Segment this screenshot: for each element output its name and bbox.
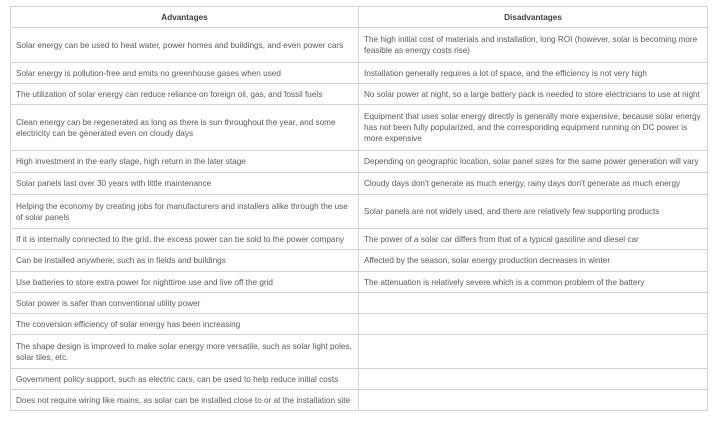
table-row	[11, 272, 708, 293]
table-row	[11, 151, 708, 173]
advantage-cell: Solar power is safer than conventional utility power	[11, 293, 359, 314]
comparison-table-container	[10, 6, 707, 411]
table-row	[11, 173, 708, 195]
disadvantage-cell: The high initial cost of materials and installation, long ROI (however, solar is becoming more feasible as energy costs rise)	[359, 28, 708, 63]
header-disadvantages: Disadvantages	[359, 7, 708, 28]
table-row	[11, 293, 708, 314]
table-row	[11, 195, 708, 229]
disadvantage-cell: No solar power at night, so a large battery pack is needed to store electricians to use at night	[359, 84, 708, 105]
disadvantage-cell: Cloudy days don't generate as much energy, rainy days don't generate as much energy	[359, 173, 708, 195]
advantage-cell: Does not require wiring like mains, as solar can be installed close to or at the installation site	[11, 390, 359, 411]
advantage-cell: High investment in the early stage, high return in the later stage	[11, 151, 359, 173]
disadvantage-cell	[359, 314, 708, 335]
advantage-cell: Can be installed anywhere; such as in fields and buildings	[11, 250, 359, 272]
disadvantage-cell: The attenuation is relatively severe which is a common problem of the battery	[359, 272, 708, 293]
advantages-disadvantages-table	[10, 6, 708, 411]
advantage-cell: Helping the economy by creating jobs for manufacturers and installers alike through the use of solar panels	[11, 195, 359, 229]
advantage-cell: Government policy support, such as electric cars, can be used to help reduce initial costs	[11, 369, 359, 390]
disadvantage-cell	[359, 369, 708, 390]
advantage-cell: The conversion efficiency of solar energy has been increasing	[11, 314, 359, 335]
header-advantages: Advantages	[11, 7, 359, 28]
table-row	[11, 105, 708, 151]
disadvantage-cell: Affected by the season, solar energy production decreases in winter	[359, 250, 708, 272]
advantage-cell: Use batteries to store extra power for nighttime use and live off the grid	[11, 272, 359, 293]
disadvantage-cell: Installation generally requires a lot of space, and the efficiency is not very high	[359, 63, 708, 84]
advantage-cell: Solar energy is pollution-free and emits no greenhouse gases when used	[11, 63, 359, 84]
disadvantage-cell: Equipment that uses solar energy directly is generally more expensive, because solar energy has not been fully popularized, and the corresponding equipment running on DC power is more expensive	[359, 105, 708, 151]
table-row	[11, 84, 708, 105]
disadvantage-cell	[359, 335, 708, 369]
table-row	[11, 229, 708, 250]
disadvantage-cell	[359, 293, 708, 314]
table-row	[11, 28, 708, 63]
table-row	[11, 250, 708, 272]
table-header-row	[11, 7, 708, 28]
advantage-cell: Solar panels last over 30 years with little maintenance	[11, 173, 359, 195]
disadvantage-cell	[359, 390, 708, 411]
table-row	[11, 314, 708, 335]
disadvantage-cell: The power of a solar car differs from that of a typical gasoline and diesel car	[359, 229, 708, 250]
advantage-cell: Clean energy can be regenerated as long as there is sun throughout the year, and some electricity can be generated even on cloudy days	[11, 105, 359, 151]
advantage-cell: The shape design is improved to make solar energy more versatile, such as solar light poles, solar tiles, etc.	[11, 335, 359, 369]
advantage-cell: The utilization of solar energy can reduce reliance on foreign oil, gas, and fossil fuels	[11, 84, 359, 105]
disadvantage-cell: Depending on geographic location, solar panel sizes for the same power generation will vary	[359, 151, 708, 173]
table-row	[11, 335, 708, 369]
advantage-cell: If it is internally connected to the grid, the excess power can be sold to the power company	[11, 229, 359, 250]
advantage-cell: Solar energy can be used to heat water, power homes and buildings, and even power cars	[11, 28, 359, 63]
disadvantage-cell: Solar panels are not widely used, and there are relatively few supporting products	[359, 195, 708, 229]
table-row	[11, 369, 708, 390]
table-row	[11, 390, 708, 411]
table-row	[11, 63, 708, 84]
